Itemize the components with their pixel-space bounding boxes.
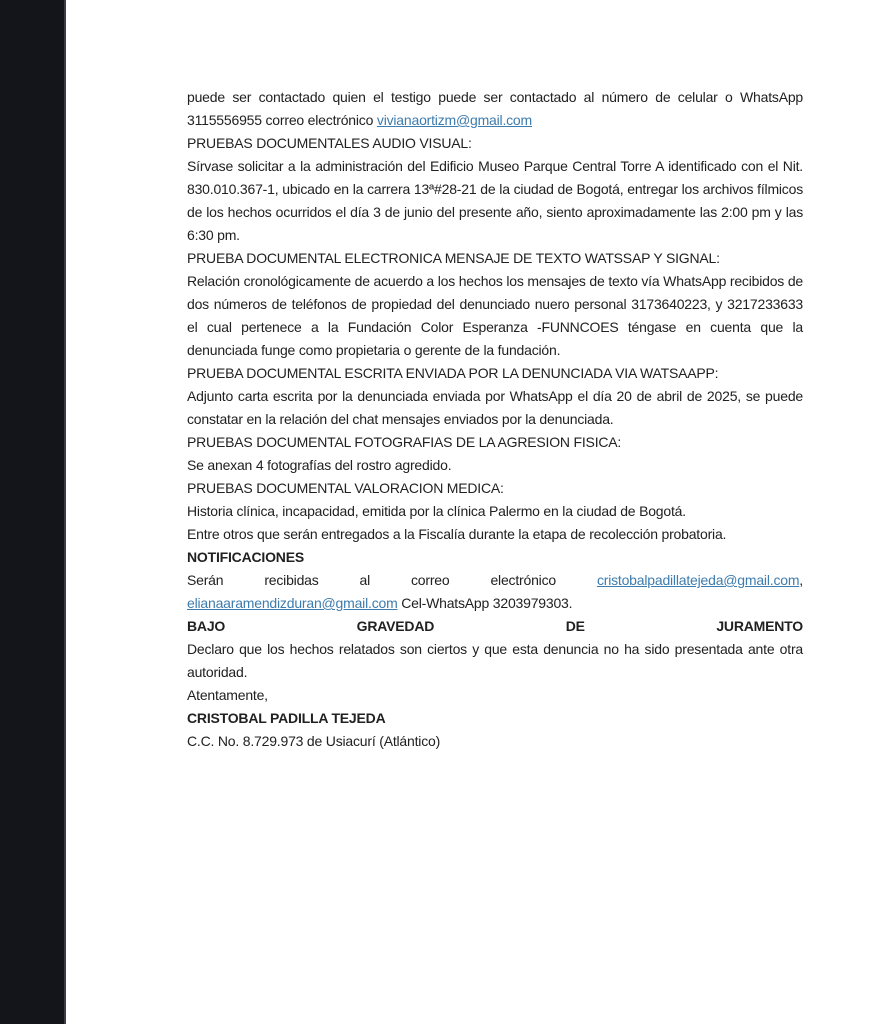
notificaciones-pre-text: Serán recibidas al correo electrónico <box>187 572 597 588</box>
oath-word-bajo: BAJO <box>187 618 226 634</box>
paragraph-witness-contact <box>187 86 803 132</box>
paragraph-prueba-escrita: Adjunto carta escrita por la denunciada enviada por WhatsApp el día 20 de abril de 2025, se puede constatar en la relación del chat mensajes enviados por la denunciada. <box>187 388 803 427</box>
paragraph-pruebas-valoracion: Historia clínica, incapacidad, emitida por la clínica Palermo en la ciudad de Bogotá. <box>187 503 686 519</box>
heading-pruebas-audiovisual: PRUEBAS DOCUMENTALES AUDIO VISUAL: <box>187 135 472 151</box>
notification-email-link-2[interactable]: elianaaramendizduran@gmail.com <box>187 595 398 611</box>
paragraph-entre-otros: Entre otros que serán entregados a la Fiscalía durante la etapa de recolección probatoria. <box>187 526 727 542</box>
witness-contact-text: puede ser contactado quien el testigo puede ser contactado al número de celular o WhatsApp 3115556955 correo electrónico <box>187 89 803 128</box>
left-black-panel <box>0 0 66 1024</box>
heading-prueba-electronica: PRUEBA DOCUMENTAL ELECTRONICA MENSAJE DE TEXTO WATSSAP Y SIGNAL: <box>187 250 720 266</box>
oath-word-juramento: JURAMENTO <box>716 618 803 634</box>
oath-word-de: DE <box>565 618 585 634</box>
signer-name: CRISTOBAL PADILLA TEJEDA <box>187 710 386 726</box>
heading-pruebas-fotografias: PRUEBAS DOCUMENTAL FOTOGRAFIAS DE LA AGRESION FISICA: <box>187 434 622 450</box>
heading-pruebas-valoracion: PRUEBAS DOCUMENTAL VALORACION MEDICA: <box>187 480 504 496</box>
notification-email-link-1[interactable]: cristobalpadillatejeda@gmail.com <box>596 572 800 588</box>
notificaciones-post-text: Cel-WhatsApp 3203979303. <box>397 595 573 611</box>
paragraph-declaration: Declaro que los hechos relatados son ciertos y que esta denuncia no ha sido presentada ante otra autoridad. <box>187 641 803 680</box>
paragraph-pruebas-fotografias: Se anexan 4 fotografías del rostro agredido. <box>187 457 452 473</box>
paragraph-prueba-electronica: Relación cronológicamente de acuerdo a los hechos los mensajes de texto vía WhatsApp recibidos de dos números de teléfonos de propiedad del denunciado nuero personal 3173640223, y 3217233633 el cual pertenece a la Fundación Color Esperanza -FUNNCOES téngase en cuenta que la denunciada funge como propietaria o gerente de la fundación. <box>187 273 803 358</box>
closing-salutation: Atentamente, <box>187 687 268 703</box>
heading-prueba-escrita: PRUEBA DOCUMENTAL ESCRITA ENVIADA POR LA DENUNCIADA VIA WATSAAPP: <box>187 365 719 381</box>
oath-word-gravedad: GRAVEDAD <box>356 618 435 634</box>
notificaciones-separator: , <box>799 572 803 588</box>
paragraph-notificaciones <box>187 569 803 615</box>
witness-email-link[interactable]: vivianaortizm@gmail.com <box>376 112 532 128</box>
signer-id-number: C.C. No. 8.729.973 de Usiacurí (Atlántico) <box>187 733 441 749</box>
document-content <box>187 0 803 753</box>
oath-line <box>187 615 803 638</box>
heading-notificaciones: NOTIFICACIONES <box>187 549 304 565</box>
paragraph-pruebas-audiovisual: Sírvase solicitar a la administración del Edificio Museo Parque Central Torre A identificado con el Nit. 830.010.367-1, ubicado en la carrera 13ª#28-21 de la ciudad de Bogotá, entregar los archivos fílmicos de los hechos ocurridos el día 3 de junio del presente año, siento aproximadamente las 2:00 pm y las 6:30 pm. <box>187 158 803 243</box>
